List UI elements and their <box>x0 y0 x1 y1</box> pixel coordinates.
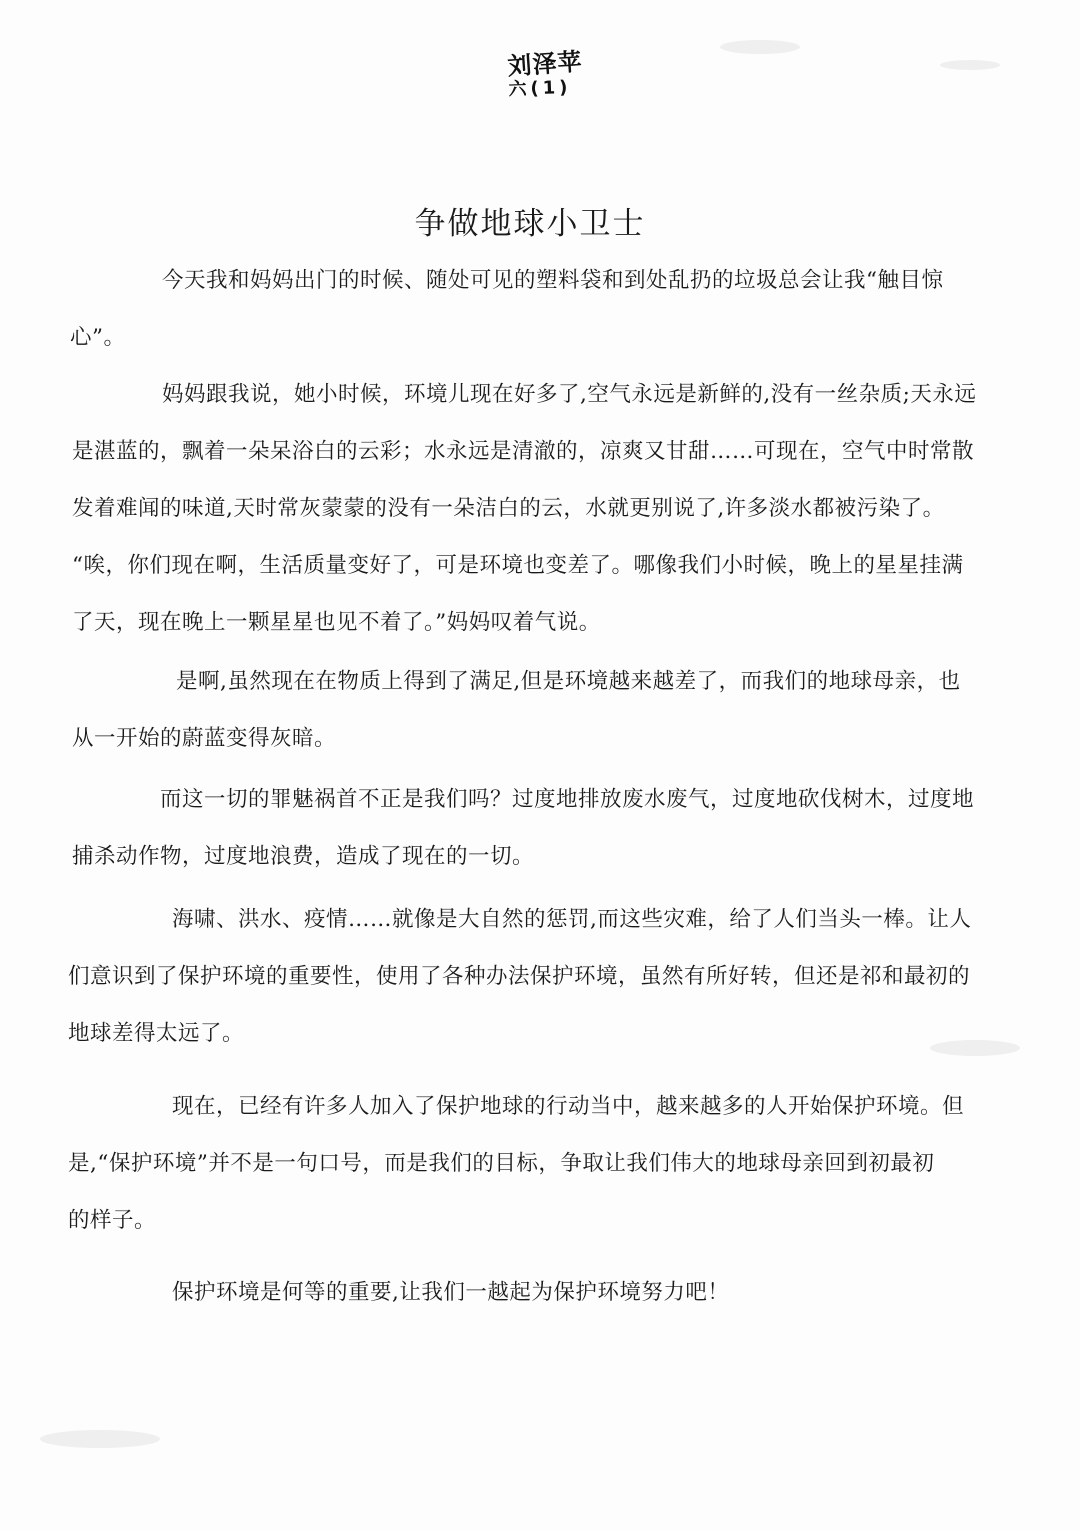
paragraph-line: “唉，你们现在啊，生活质量变好了，可是环境也变差了。哪像我们小时候，晚上的星星挂满 <box>72 553 964 578</box>
essay-paragraph <box>70 252 1000 366</box>
paragraph-line: 是湛蓝的，飘着一朵呆浴白的云彩；水永远是清澈的，凉爽又甘甜……可现在，空气中时常散 <box>72 439 975 464</box>
essay-title: 争做地球小卫士 <box>414 206 646 242</box>
paragraph-line: 的样子。 <box>68 1208 157 1233</box>
paragraph-line: 心”。 <box>70 325 126 350</box>
paragraph-line: 发着难闻的味道,天时常灰蒙蒙的没有一朵洁白的云，水就更别说了,许多淡水都被污染了。 <box>72 496 945 521</box>
paragraph-line: 海啸、洪水、疫情……就像是大自然的惩罚,而这些灾难，给了人们当头一棒。让人 <box>172 907 972 932</box>
student-class: 六(1) <box>508 76 572 101</box>
paragraph-line: 了天，现在晚上一颗星星也见不着了。”妈妈叹着气说。 <box>72 610 601 635</box>
paragraph-line: 今天我和妈妈出门的时候、随处可见的塑料袋和到处乱扔的垃圾总会让我“触目惊 <box>162 268 944 293</box>
paragraph-line: 妈妈跟我说，她小时候，环境儿现在好多了,空气永远是新鲜的,没有一丝杂质;天永远 <box>162 382 977 407</box>
scan-artifact <box>940 60 1000 70</box>
paragraph-line: 从一开始的蔚蓝变得灰暗。 <box>72 726 337 751</box>
paragraph-line: 现在，已经有许多人加入了保护地球的行动当中，越来越多的人开始保护环境。但 <box>172 1094 965 1119</box>
scan-artifact <box>720 40 800 54</box>
paragraph-line: 是,“保护环境”并不是一句口号，而是我们的目标，争取让我们伟大的地球母亲回到初最初 <box>68 1151 935 1176</box>
essay-paragraph <box>68 1264 1018 1321</box>
essay-paragraph <box>68 891 1018 1062</box>
student-name: 刘泽苹 <box>506 47 584 81</box>
paragraph-line: 而这一切的罪魅祸首不正是我们吗？过度地排放废水废气，过度地砍伐树木，过度地 <box>160 787 975 812</box>
paragraph-line: 们意识到了保护环境的重要性，使用了各种办法保护环境，虽然有所好转，但还是祁和最初的 <box>68 964 971 989</box>
essay-paragraph <box>72 366 1007 651</box>
handwritten-header <box>490 47 600 101</box>
paragraph-line: 保护环境是何等的重要,让我们一越起为保护环境努力吧！ <box>172 1280 730 1305</box>
essay-paragraph <box>72 771 1012 885</box>
paragraph-line: 是啊,虽然现在在物质上得到了满足,但是环境越来越差了，而我们的地球母亲，也 <box>176 669 961 694</box>
essay-paragraph <box>72 653 1007 767</box>
paragraph-line: 地球差得太远了。 <box>68 1021 245 1046</box>
scan-artifact <box>40 1430 160 1448</box>
essay-paragraph <box>68 1078 1023 1249</box>
paragraph-line: 捕杀动作物，过度地浪费，造成了现在的一切。 <box>72 844 535 869</box>
